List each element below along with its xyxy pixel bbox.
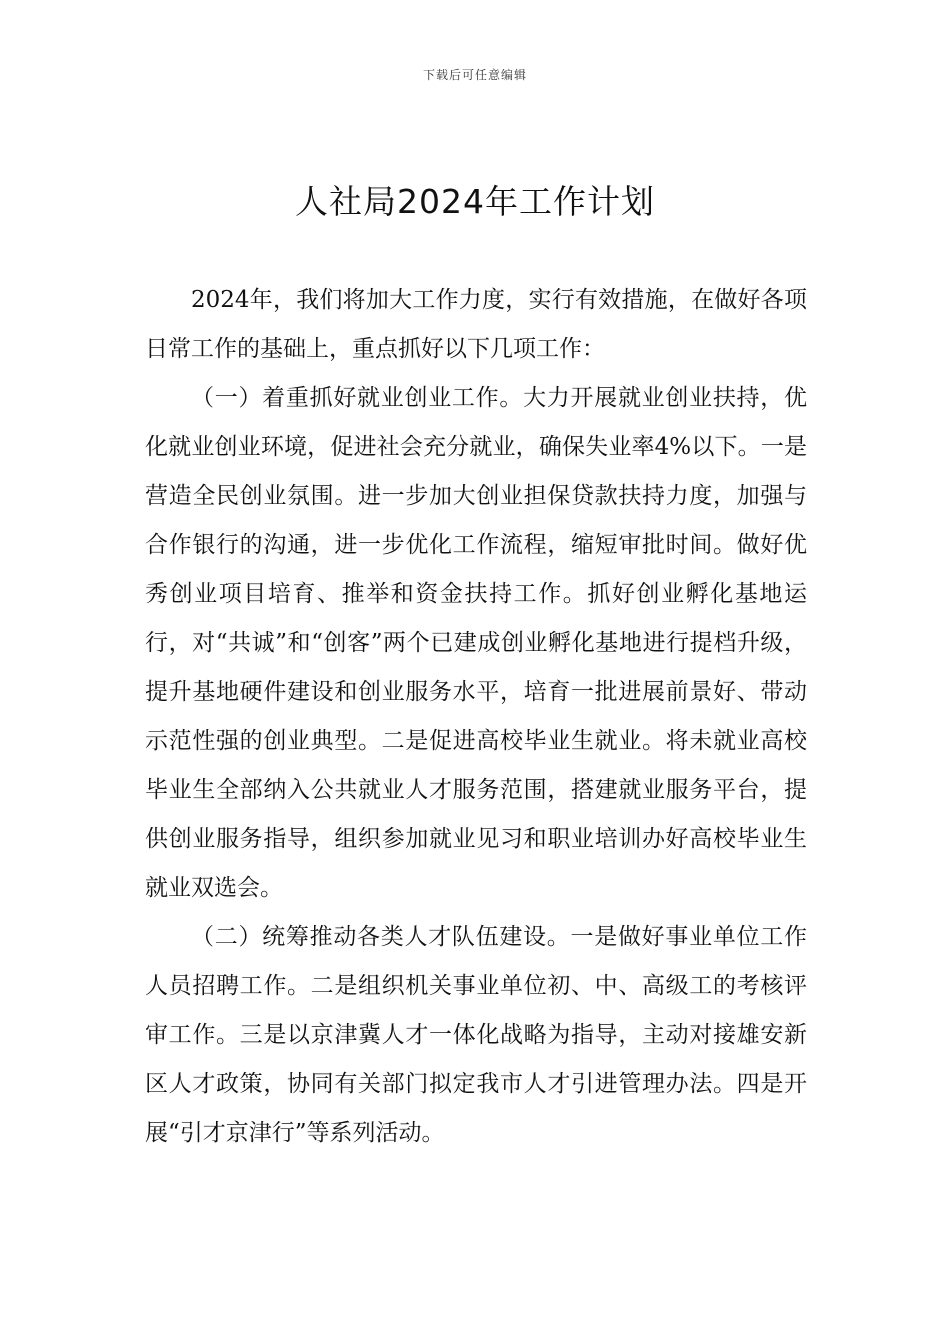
paragraph-employment: （一）着重抓好就业创业工作。大力开展就业创业扶持，优化就业创业环境，促进社会充分就业，确保失业率4%以下。一是营造全民创业氛围。进一步加大创业担保贷款扶持力度，加强与合作银行的沟通，进一步优化工作流程，缩短审批时间。做好优秀创业项目培育、推举和资金扶持工作。抓好创业孵化基地运行，对“共诚”和“创客”两个已建成创业孵化基地进行提档升级，提升基地硬件建设和创业服务水平，培育一批进展前景好、带动示范性强的创业典型。二是促进高校毕业生就业。将未就业高校毕业生全部纳入公共就业人才服务范围，搭建就业服务平台，提供创业服务指导，组织参加就业见习和职业培训办好高校毕业生就业双选会。 xyxy=(145,385,807,901)
document-title: 人社局2024年工作计划 xyxy=(295,182,655,221)
paragraph-intro: 2024年，我们将加大工作力度，实行有效措施，在做好各项日常工作的基础上，重点抓好以下几项工作： xyxy=(145,287,807,362)
document-body xyxy=(145,276,807,1158)
header-note: 下载后可任意编辑 xyxy=(422,68,527,82)
paragraph-talent: （二）统筹推动各类人才队伍建设。一是做好事业单位工作人员招聘工作。二是组织机关事业单位初、中、高级工的考核评审工作。三是以京津冀人才一体化战略为指导，主动对接雄安新区人才政策，协同有关部门拟定我市人才引进管理办法。四是开展“引才京津行”等系列活动。 xyxy=(145,924,807,1146)
